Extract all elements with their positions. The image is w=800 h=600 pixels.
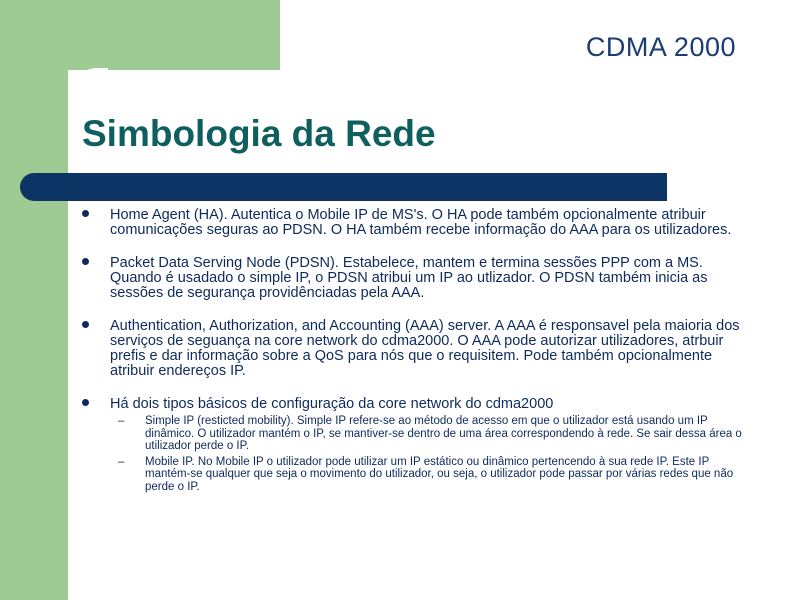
sub-bullet-mobile-ip <box>110 456 742 494</box>
title-underline-bar <box>20 173 667 201</box>
bullet-dot-icon <box>82 321 89 328</box>
slide-tag: CDMA 2000 <box>585 32 736 62</box>
dash-icon: – <box>118 415 125 427</box>
bullet-dot-icon <box>82 399 89 406</box>
sub-bullet-text: Simple IP (resticted mobility). Simple IP refere-se ao método de acesso em que o utilizador está usando um IP dinâmico. O utilizador mantém o IP, se mantiver-se dentro de uma área correspondendo à rede. Se sair dessa área o utilizador perde o IP. <box>145 415 742 452</box>
decor-white-corner <box>68 68 108 108</box>
decor-green-left <box>0 0 68 600</box>
sub-bullet-simple-ip <box>110 415 742 453</box>
dash-icon: – <box>118 455 125 468</box>
bullet-item-pdsn <box>82 256 742 301</box>
bullet-dot-icon <box>82 258 89 265</box>
bullet-item-config-types <box>82 397 742 493</box>
bullet-text: Packet Data Serving Node (PDSN). Estabelece, mantem e termina sessões PPP com a MS. Quando é usadado o simple IP, o PDSN atribui um IP ao utlizador. O PDSN também inicia as sessões de segurança providênciadas pela AAA. <box>110 255 708 301</box>
bullet-text: Authentication, Authorization, and Accounting (AAA) server. A AAA é responsavel pela maioria dos serviços de seguança na core network do cdma2000. O AAA pode autorizar utilizadores, atrbuir prefis e dar informação sobre a QoS para nós que o requisitem. Pode também opcionalmente atribuir endereços IP. <box>110 318 740 379</box>
sub-bullet-text: Mobile IP. No Mobile IP o utilizador pode utilizar um IP estático ou dinâmico pertencendo à sua rede IP. Este IP mantém-se qualquer que seja o movimento do utilizador, ou seja, o utilizador pode passar por várias redes que não perde o IP. <box>145 455 734 493</box>
bullet-text: Há dois tipos básicos de configuração da core network do cdma2000 <box>110 396 554 412</box>
sub-bullet-list <box>110 415 742 493</box>
bullet-item-aaa <box>82 319 742 379</box>
slide-title: Simbologia da Rede <box>82 113 436 154</box>
slide-content <box>82 208 742 511</box>
bullet-text: Home Agent (HA). Autentica o Mobile IP de MS's. O HA pode também opcionalmente atribuir comunicações seguras ao PDSN. O HA também recebe informação do AAA para os utilizadores. <box>110 207 732 238</box>
bullet-dot-icon <box>82 210 89 217</box>
bullet-item-home-agent <box>82 208 742 238</box>
bullet-list <box>82 208 742 493</box>
